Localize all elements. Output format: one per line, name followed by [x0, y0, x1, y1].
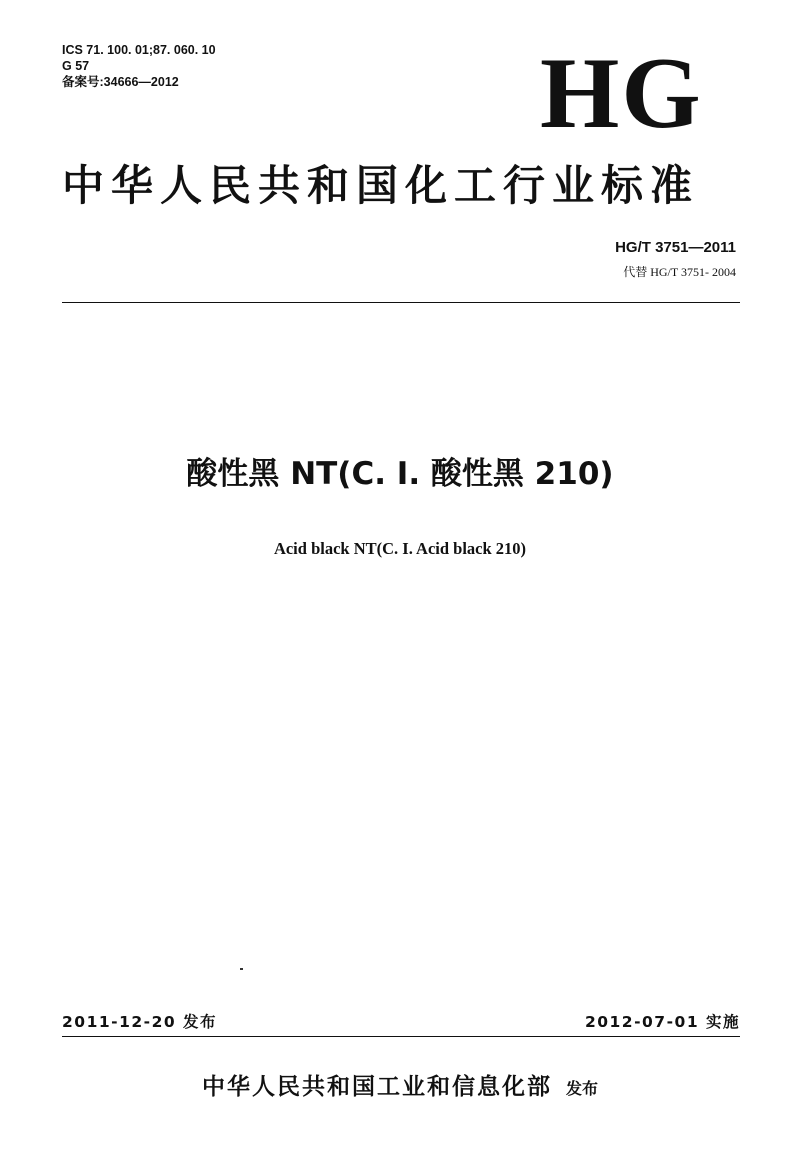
classification-block — [62, 42, 216, 90]
hg-logo: HG — [540, 37, 703, 150]
publisher-line — [0, 1070, 800, 1106]
bottom-divider — [62, 1036, 740, 1037]
document-title-english: Acid black NT(C. I. Acid black 210) — [273, 539, 527, 558]
top-divider — [62, 302, 740, 303]
standard-category-title: 中华人民共和国化工行业标准 — [62, 161, 700, 210]
issue-date: 2011-12-20 发布 — [62, 1013, 218, 1031]
document-title-chinese: 酸性黑 NT(C. I. 酸性黑 210) — [186, 456, 614, 492]
publisher-organization: 中华人民共和国工业和信息化部 — [201, 1074, 552, 1100]
scan-speck — [240, 968, 243, 970]
ccs-code: G 57 — [62, 59, 90, 73]
publish-action: 发布 — [565, 1079, 598, 1098]
implementation-date: 2012-07-01 实施 — [584, 1013, 740, 1031]
filing-number: 备案号:34666—2012 — [62, 75, 179, 89]
standard-number: HG/T 3751—2011 — [615, 239, 736, 256]
replaces-standard: 代替 HG/T 3751- 2004 — [623, 265, 736, 279]
ics-code: ICS 71. 100. 01;87. 060. 10 — [62, 43, 216, 57]
